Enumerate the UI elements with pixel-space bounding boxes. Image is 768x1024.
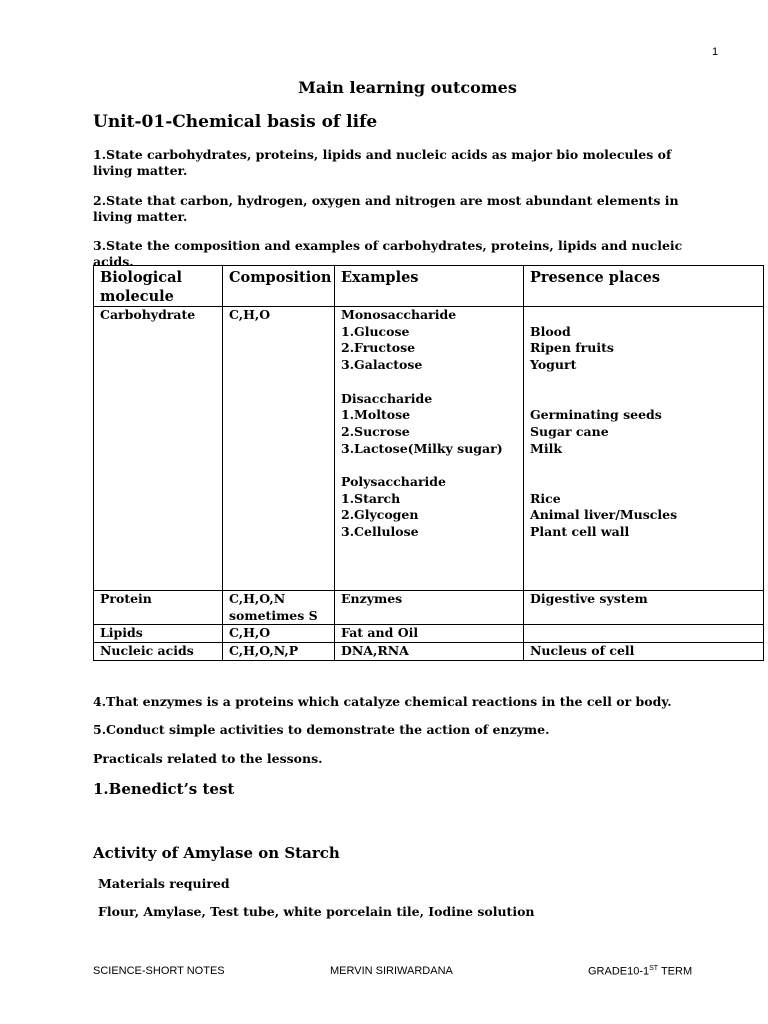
table-row [94,625,764,643]
biomolecule-table [93,265,764,661]
activity-heading: Activity of Amylase on Starch [93,844,340,862]
outcome-1: 1.State carbohydrates, proteins, lipids and nucleic acids as major bio molecules of living matter. [93,147,672,178]
cell-examples: Fat and Oil [335,625,524,643]
outcome-4: 4.That enzymes is a proteins which catalyze chemical reactions in the cell or body. [93,694,672,709]
cell-molecule: Protein [94,591,223,625]
cell-composition: C,H,O [223,625,335,643]
outcome-3: 3.State the composition and examples of carbohydrates, proteins, lipids and nucleic acids. [93,238,683,269]
materials-label: Materials required [98,876,230,891]
table-header-row [94,266,764,307]
cell-molecule: Lipids [94,625,223,643]
header-presence-places: Presence places [524,266,764,307]
cell-places: Nucleus of cell [524,643,764,661]
materials-list: Flour, Amylase, Test tube, white porcelain tile, Iodine solution [98,904,535,919]
footer-left: SCIENCE-SHORT NOTES [93,965,225,977]
table-row [94,591,764,625]
cell-places [524,625,764,643]
cell-composition: C,H,O [223,307,335,591]
outcome-2: 2.State that carbon, hydrogen, oxygen and nitrogen are most abundant elements in living matter. [93,193,679,224]
cell-places: Digestive system [524,591,764,625]
practicals-label: Practicals related to the lessons. [93,751,323,766]
table-row [94,643,764,661]
cell-places: Blood Ripen fruits Yogurt Germinating seeds Sugar cane Milk Rice Animal liver/Muscles Plant cell wall [524,307,764,591]
header-composition: Composition [223,266,335,307]
footer-right: GRADE10-1ST TERM [588,965,693,978]
header-biological-molecule: Biological molecule [94,266,223,307]
page-title: Main learning outcomes [298,78,517,97]
unit-heading: Unit-01-Chemical basis of life [93,112,378,132]
page-number: 1 [712,46,719,58]
cell-examples: Monosaccharide 1.Glucose 2.Fructose 3.Galactose Disaccharide 1.Moltose 2.Sucrose 3.Lactose(Milky sugar) Polysaccharide 1.Starch 2.Glycogen 3.Cellulose [335,307,524,591]
cell-molecule: Nucleic acids [94,643,223,661]
outcome-5: 5.Conduct simple activities to demonstrate the action of enzyme. [93,722,550,737]
footer-center: MERVIN SIRIWARDANA [330,965,453,977]
benedict-heading: 1.Benedict’s test [93,780,235,798]
cell-molecule: Carbohydrate [94,307,223,591]
cell-composition: C,H,O,N sometimes S [223,591,335,625]
header-examples: Examples [335,266,524,307]
table-row [94,307,764,591]
cell-examples: DNA,RNA [335,643,524,661]
cell-examples: Enzymes [335,591,524,625]
cell-composition: C,H,O,N,P [223,643,335,661]
